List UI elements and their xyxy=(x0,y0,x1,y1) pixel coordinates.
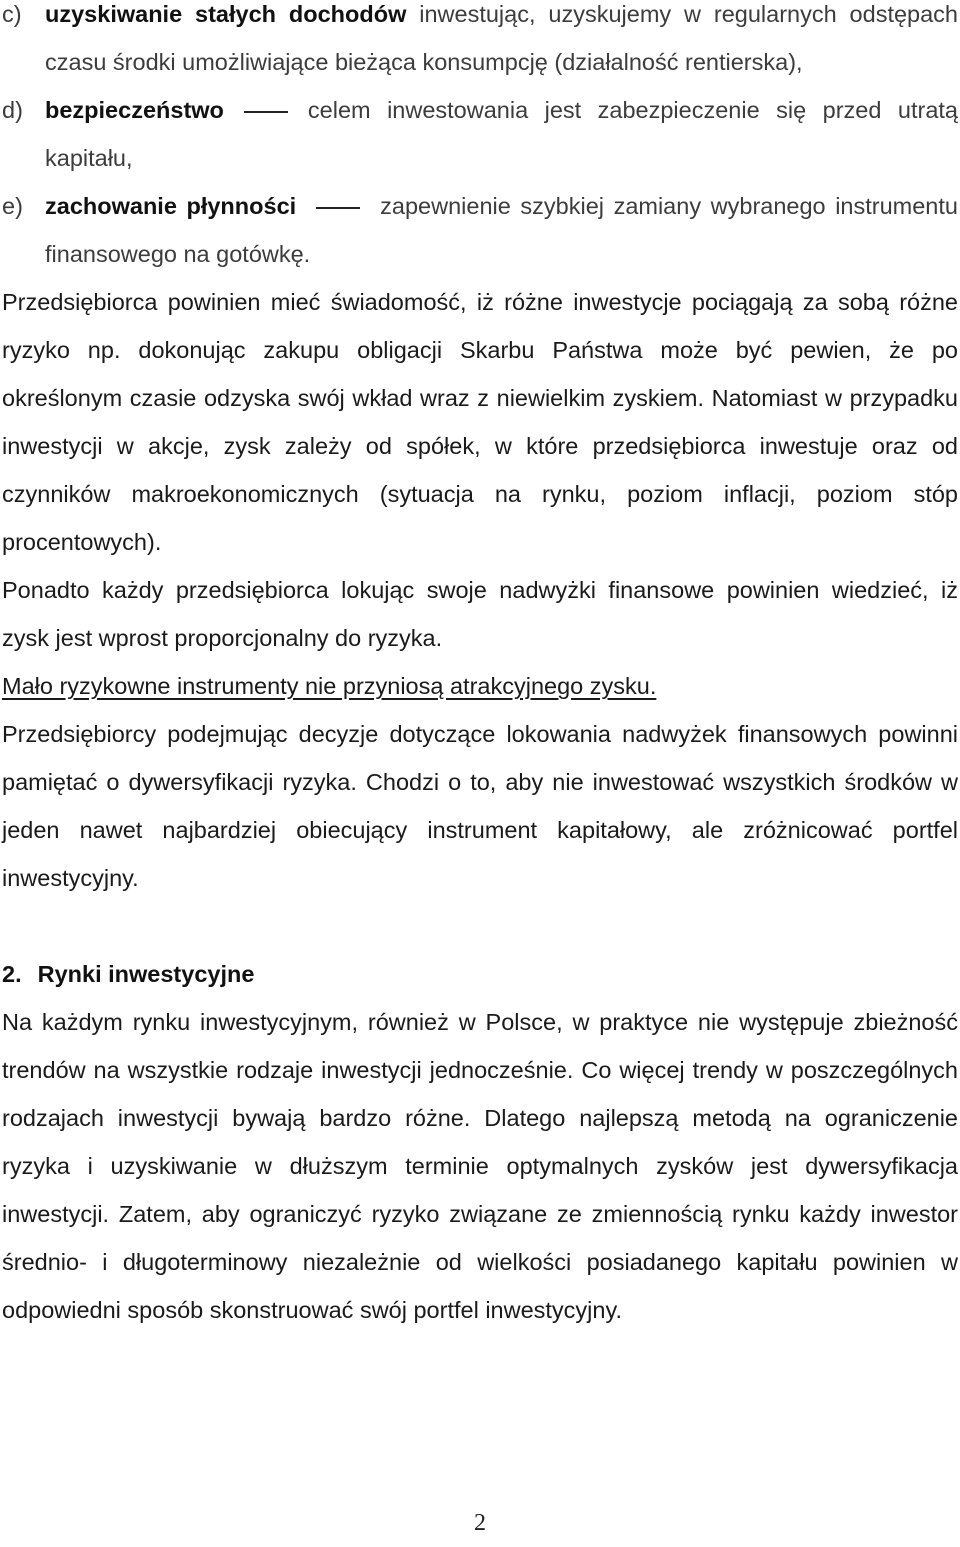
em-dash xyxy=(244,111,288,113)
paragraph-risk-intro: Przedsiębiorca powinien mieć świadomość, iż różne inwestycje pociągają za sobą różne ryzyko np. dokonując zakupu obligacji Skarbu Państwa może być pewien, że po określonym czasie odzyska swój wkład wraz z niewielkim zyskiem. Natomiast w przypadku inwestycji w akcje, zysk zależy od spółek, w które przedsiębiorca inwestuje oraz od czynników makroekonomicznych (sytuacja na rynku, poziom inflacji, poziom stóp procentowych). xyxy=(2,289,958,555)
list-term: uzyskiwanie stałych dochodów xyxy=(45,1,407,27)
list-item-d xyxy=(2,86,958,182)
list-item-e xyxy=(2,182,958,278)
section-heading xyxy=(2,950,958,998)
list-text: zapewnienie szybkiej zamiany wybranego instrumentu finansowego na gotówkę. xyxy=(45,193,958,267)
spacer xyxy=(2,902,958,950)
em-dash xyxy=(316,207,360,209)
list-item-c xyxy=(2,0,958,86)
section-title: Rynki inwestycyjne xyxy=(37,961,255,987)
page-content xyxy=(2,0,958,1334)
list-term: zachowanie płynności xyxy=(45,193,297,219)
paragraph-diversification: Przedsiębiorcy podejmując decyzje dotyczące lokowania nadwyżek finansowych powinni pamiętać o dywersyfikacji ryzyka. Chodzi o to, aby nie inwestować wszystkich środków w jeden nawet najbardziej obiecujący instrument kapitałowy, ale zróżnicować portfel inwestycyjny. xyxy=(2,721,958,891)
list-marker: d) xyxy=(2,97,23,123)
list-marker: c) xyxy=(2,1,22,27)
paragraph-surplus: Ponadto każdy przedsiębiorca lokując swoje nadwyżki finansowe powinien wiedzieć, iż zysk jest wprost proporcjonalny do ryzyka. xyxy=(2,577,958,651)
list-marker: e) xyxy=(2,193,23,219)
paragraph-low-risk: Mało ryzykowne instrumenty nie przyniosą atrakcyjnego zysku. xyxy=(2,673,657,699)
section-number: 2. xyxy=(2,961,22,987)
list-text: inwestując, uzyskujemy w regularnych odstępach czasu środki umożliwiające bieżąca konsumpcję (działalność rentierska), xyxy=(45,1,958,75)
paragraph-markets: Na każdym rynku inwestycyjnym, również w Polsce, w praktyce nie występuje zbieżność trendów na wszystkie rodzaje inwestycji jednocześnie. Co więcej trendy w poszczególnych rodzajach inwestycji bywają bardzo różne. Dlatego najlepszą metodą na ograniczenie ryzyka i uzyskiwanie w dłuższym terminie optymalnych zysków jest dywersyfikacja inwestycji. Zatem, aby ograniczyć ryzyko związane ze zmiennością rynku każdy inwestor średnio- i długoterminowy niezależnie od wielkości posiadanego kapitału powinien w odpowiedni sposób skonstruować swój portfel inwestycyjny. xyxy=(2,1009,958,1323)
page-number: 2 xyxy=(474,1510,486,1536)
list-term: bezpieczeństwo xyxy=(45,97,224,123)
list-text: celem inwestowania jest zabezpieczenie się przed utratą kapitału, xyxy=(45,97,958,171)
